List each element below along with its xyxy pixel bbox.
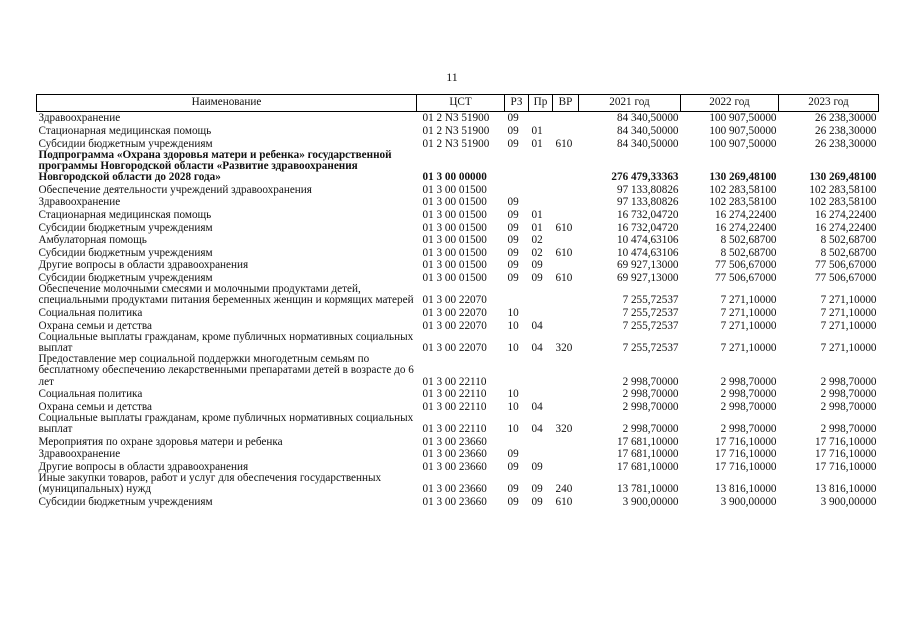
cell-vr [553, 125, 579, 138]
cell-y2022: 77 506,67000 [714, 259, 777, 272]
cell-vr [553, 150, 579, 184]
cell-y2021: 2 998,70000 [622, 375, 679, 388]
cell-cst: 01 3 00 01500 [422, 196, 487, 209]
cell-cst: 01 3 00 22070 [422, 341, 487, 354]
cell-pr: 01 [531, 221, 543, 234]
table-row [37, 209, 879, 222]
cell-y2021: 97 133,80826 [616, 183, 679, 196]
cell-y2022: 13 816,10000 [714, 483, 777, 496]
cell-name: Субсидии бюджетным учреждениям [38, 221, 213, 234]
cell-y2022: 100 907,50000 [709, 137, 777, 150]
cell-name: Социальные выплаты гражданам, кроме публичных нормативных социальных выплат [38, 412, 414, 436]
cell-y2021: 17 681,10000 [616, 448, 679, 461]
cell-y2022: 130 269,48100 [709, 171, 777, 184]
cell-y2022: 7 271,10000 [720, 306, 777, 319]
cell-rz: 09 [507, 112, 519, 125]
cell-name: Амбулаторная помощь [38, 234, 147, 247]
cell-pr [529, 183, 553, 196]
table-row [37, 125, 879, 138]
cell-y2021: 17 681,10000 [616, 435, 679, 448]
cell-y2023: 2 998,70000 [820, 375, 877, 388]
cell-vr [553, 319, 579, 332]
table-row [37, 354, 879, 388]
cell-pr [529, 150, 553, 184]
cell-vr [553, 435, 579, 448]
cell-name: Субсидии бюджетным учреждениям [38, 246, 213, 259]
cell-rz [505, 435, 529, 448]
cell-y2022: 17 716,10000 [714, 448, 777, 461]
cell-cst: 01 3 00 22110 [422, 423, 487, 436]
cell-rz [505, 284, 529, 306]
header-2022: 2022 год [681, 95, 779, 112]
table-row [37, 435, 879, 448]
cell-y2022: 17 716,10000 [714, 460, 777, 473]
cell-y2022: 8 502,68700 [720, 234, 777, 247]
cell-name: Охрана семьи и детства [38, 400, 152, 413]
cell-y2023: 17 716,10000 [814, 448, 877, 461]
cell-y2022: 2 998,70000 [720, 375, 777, 388]
cell-y2023: 26 238,30000 [814, 137, 877, 150]
cell-name: Субсидии бюджетным учреждениям [38, 495, 213, 508]
cell-rz: 10 [507, 388, 519, 401]
cell-y2022: 8 502,68700 [720, 246, 777, 259]
cell-y2022: 2 998,70000 [720, 400, 777, 413]
cell-name: Иные закупки товаров, работ и услуг для обеспечения государственных (муниципальных) нужд [38, 473, 382, 496]
cell-vr [553, 234, 579, 247]
cell-y2021: 84 340,50000 [616, 112, 679, 125]
cell-rz: 09 [507, 448, 519, 461]
cell-rz: 09 [507, 124, 519, 137]
cell-y2022: 77 506,67000 [714, 271, 777, 284]
cell-rz: 09 [507, 196, 519, 209]
cell-y2021: 7 255,72537 [622, 294, 679, 307]
cell-y2023: 2 998,70000 [820, 423, 877, 436]
cell-name: Социальная политика [38, 306, 143, 319]
cell-rz: 09 [507, 246, 519, 259]
cell-y2021: 7 255,72537 [622, 319, 679, 332]
cell-rz: 10 [507, 341, 519, 354]
cell-name: Другие вопросы в области здравоохранения [38, 460, 249, 473]
cell-vr: 610 [555, 495, 573, 508]
cell-pr: 04 [531, 423, 543, 436]
table-row [37, 461, 879, 474]
cell-rz: 09 [507, 483, 519, 496]
cell-rz: 09 [507, 137, 519, 150]
table-body [37, 112, 879, 509]
header-rz: РЗ [505, 95, 529, 112]
header-row [37, 95, 879, 112]
table-row [37, 234, 879, 247]
header-2021: 2021 год [579, 95, 681, 112]
cell-y2022: 102 283,58100 [709, 196, 777, 209]
table-row [37, 137, 879, 150]
header-name: Наименование [37, 95, 417, 112]
cell-vr: 610 [555, 271, 573, 284]
cell-y2021: 84 340,50000 [616, 124, 679, 137]
cell-y2023: 8 502,68700 [820, 234, 877, 247]
table-row [37, 246, 879, 259]
cell-y2021: 2 998,70000 [622, 400, 679, 413]
cell-cst: 01 3 00 23660 [422, 495, 487, 508]
cell-name: Социальные выплаты гражданам, кроме публичных нормативных социальных выплат [38, 331, 414, 354]
cell-rz: 10 [507, 319, 519, 332]
cell-vr: 610 [555, 221, 573, 234]
table-row [37, 332, 879, 354]
table-row [37, 400, 879, 413]
cell-y2023: 16 274,22400 [814, 221, 877, 234]
cell-name: Обеспечение деятельности учреждений здравоохранения [38, 183, 312, 196]
cell-cst: 01 2 N3 51900 [422, 112, 490, 125]
cell-y2023: 130 269,48100 [809, 171, 877, 184]
cell-cst: 01 3 00 01500 [422, 259, 487, 272]
cell-y2021: 2 998,70000 [622, 423, 679, 436]
cell-rz: 10 [507, 306, 519, 319]
cell-y2021: 3 900,00000 [622, 495, 679, 508]
cell-pr: 01 [531, 124, 543, 137]
cell-y2023: 26 238,30000 [814, 112, 877, 125]
table-row [37, 272, 879, 285]
table-row [37, 259, 879, 272]
cell-pr: 09 [531, 259, 543, 272]
cell-pr [529, 196, 553, 209]
cell-name: Здравоохранение [38, 112, 121, 125]
cell-cst: 01 3 00 23660 [422, 435, 487, 448]
cell-pr: 09 [531, 460, 543, 473]
budget-table [36, 94, 879, 508]
cell-cst: 01 3 00 22070 [422, 306, 487, 319]
cell-vr [553, 354, 579, 388]
cell-y2022: 100 907,50000 [709, 124, 777, 137]
table-row [37, 319, 879, 332]
table-row [37, 388, 879, 401]
table-row [37, 284, 879, 306]
header-pr: Пр [529, 95, 553, 112]
cell-y2023: 17 716,10000 [814, 460, 877, 473]
cell-cst: 01 3 00 01500 [422, 271, 487, 284]
cell-pr [529, 435, 553, 448]
cell-pr [529, 354, 553, 388]
cell-pr: 01 [531, 137, 543, 150]
cell-cst: 01 2 N3 51900 [422, 124, 490, 137]
cell-y2022: 17 716,10000 [714, 435, 777, 448]
cell-y2023: 77 506,67000 [814, 271, 877, 284]
cell-vr [553, 388, 579, 401]
cell-y2021: 2 998,70000 [622, 388, 679, 401]
cell-vr [553, 284, 579, 306]
page-number: 11 [446, 70, 458, 84]
cell-name: Предоставление мер социальной поддержки многодетным семьям по бесплатному обеспечению лекарственными препаратами детей в возрасте до 6 лет [38, 354, 414, 388]
cell-pr: 02 [531, 234, 543, 247]
cell-vr [553, 259, 579, 272]
cell-y2021: 17 681,10000 [616, 460, 679, 473]
table-row [37, 112, 879, 125]
cell-vr [553, 400, 579, 413]
cell-cst: 01 3 00 01500 [422, 183, 487, 196]
cell-name: Субсидии бюджетным учреждениям [38, 271, 213, 284]
cell-y2023: 13 816,10000 [814, 483, 877, 496]
cell-cst: 01 3 00 23660 [422, 460, 487, 473]
cell-y2023: 102 283,58100 [809, 196, 877, 209]
cell-pr [529, 307, 553, 320]
cell-pr [529, 284, 553, 306]
cell-y2022: 7 271,10000 [720, 319, 777, 332]
cell-y2021: 7 255,72537 [622, 341, 679, 354]
table-row [37, 183, 879, 196]
cell-name: Субсидии бюджетным учреждениям [38, 137, 213, 150]
cell-cst: 01 3 00 23660 [422, 448, 487, 461]
cell-y2023: 8 502,68700 [820, 246, 877, 259]
cell-y2023: 17 716,10000 [814, 435, 877, 448]
cell-y2021: 69 927,13000 [616, 259, 679, 272]
table-row [37, 196, 879, 209]
cell-name: Мероприятия по охране здоровья матери и ребенка [38, 435, 283, 448]
cell-vr [553, 112, 579, 125]
cell-rz: 09 [507, 221, 519, 234]
cell-y2023: 26 238,30000 [814, 124, 877, 137]
cell-name: Подпрограмма «Охрана здоровья матери и ребенка» государственной программы Новгородской области «Развитие здравоохранения Новгородской области до 2028 года» [38, 149, 392, 184]
cell-vr [553, 183, 579, 196]
cell-rz: 09 [507, 234, 519, 247]
cell-rz: 09 [507, 271, 519, 284]
cell-y2021: 97 133,80826 [616, 196, 679, 209]
cell-pr: 09 [531, 271, 543, 284]
cell-y2022: 3 900,00000 [720, 495, 777, 508]
cell-y2021: 13 781,10000 [616, 483, 679, 496]
cell-y2021: 84 340,50000 [616, 137, 679, 150]
table-row [37, 473, 879, 495]
cell-y2023: 2 998,70000 [820, 400, 877, 413]
cell-y2023: 7 271,10000 [820, 341, 877, 354]
cell-y2021: 10 474,63106 [616, 246, 679, 259]
cell-y2021: 10 474,63106 [616, 234, 679, 247]
cell-vr [553, 307, 579, 320]
cell-pr: 04 [531, 400, 543, 413]
cell-y2023: 7 271,10000 [820, 319, 877, 332]
cell-y2022: 100 907,50000 [709, 112, 777, 125]
cell-cst: 01 2 N3 51900 [422, 137, 490, 150]
cell-cst: 01 3 00 01500 [422, 208, 487, 221]
cell-rz: 09 [507, 460, 519, 473]
cell-y2022: 2 998,70000 [720, 423, 777, 436]
cell-y2023: 16 274,22400 [814, 208, 877, 221]
cell-name: Обеспечение молочными смесями и молочными продуктами детей, специальными продуктами питания беременных женщин и кормящих матерей [38, 284, 414, 307]
cell-y2022: 102 283,58100 [709, 183, 777, 196]
cell-y2022: 16 274,22400 [714, 208, 777, 221]
table-row [37, 221, 879, 234]
cell-cst: 01 3 00 22110 [422, 388, 487, 401]
cell-pr: 01 [531, 208, 543, 221]
cell-rz: 10 [507, 423, 519, 436]
cell-name: Здравоохранение [38, 196, 121, 209]
cell-name: Другие вопросы в области здравоохранения [38, 259, 249, 272]
cell-y2022: 2 998,70000 [720, 388, 777, 401]
cell-cst: 01 3 00 22070 [422, 319, 487, 332]
cell-cst: 01 3 00 00000 [422, 171, 487, 184]
cell-y2023: 3 900,00000 [820, 495, 877, 508]
cell-cst: 01 3 00 01500 [422, 246, 487, 259]
cell-vr [553, 209, 579, 222]
cell-rz: 10 [507, 400, 519, 413]
cell-vr: 320 [555, 423, 573, 436]
cell-cst: 01 3 00 22070 [422, 294, 487, 307]
cell-pr: 09 [531, 483, 543, 496]
cell-vr [553, 448, 579, 461]
cell-pr: 04 [531, 341, 543, 354]
cell-y2021: 16 732,04720 [616, 221, 679, 234]
cell-y2023: 2 998,70000 [820, 388, 877, 401]
table-row [37, 150, 879, 184]
cell-cst: 01 3 00 22110 [422, 375, 487, 388]
table-row [37, 307, 879, 320]
cell-rz [505, 354, 529, 388]
cell-cst: 01 3 00 23660 [422, 483, 487, 496]
cell-pr: 04 [531, 319, 543, 332]
cell-y2021: 16 732,04720 [616, 208, 679, 221]
cell-name: Здравоохранение [38, 448, 121, 461]
cell-y2023: 7 271,10000 [820, 306, 877, 319]
cell-rz: 09 [507, 208, 519, 221]
cell-vr: 320 [555, 341, 573, 354]
cell-name: Охрана семьи и детства [38, 319, 152, 332]
table-row [37, 496, 879, 509]
cell-pr [529, 112, 553, 125]
cell-y2023: 102 283,58100 [809, 183, 877, 196]
cell-y2022: 7 271,10000 [720, 294, 777, 307]
header-2023: 2023 год [779, 95, 879, 112]
cell-rz [505, 183, 529, 196]
cell-cst: 01 3 00 22110 [422, 400, 487, 413]
cell-y2021: 69 927,13000 [616, 271, 679, 284]
cell-name: Социальная политика [38, 388, 143, 401]
cell-rz: 09 [507, 259, 519, 272]
cell-vr [553, 461, 579, 474]
cell-name: Стационарная медицинская помощь [38, 124, 212, 137]
table-row [37, 448, 879, 461]
cell-y2022: 16 274,22400 [714, 221, 777, 234]
cell-vr: 240 [555, 483, 573, 496]
cell-pr: 02 [531, 246, 543, 259]
cell-rz: 09 [507, 495, 519, 508]
table-row [37, 413, 879, 435]
cell-cst: 01 3 00 01500 [422, 234, 487, 247]
cell-y2023: 77 506,67000 [814, 259, 877, 272]
cell-y2023: 7 271,10000 [820, 294, 877, 307]
cell-pr: 09 [531, 495, 543, 508]
cell-y2021: 7 255,72537 [622, 306, 679, 319]
header-cst: ЦСТ [417, 95, 505, 112]
cell-cst: 01 3 00 01500 [422, 221, 487, 234]
cell-vr: 610 [555, 246, 573, 259]
cell-rz [505, 150, 529, 184]
cell-vr [553, 196, 579, 209]
cell-name: Стационарная медицинская помощь [38, 208, 212, 221]
cell-pr [529, 388, 553, 401]
cell-pr [529, 448, 553, 461]
header-vr: ВР [553, 95, 579, 112]
cell-y2021: 276 479,33363 [611, 171, 679, 184]
cell-vr: 610 [555, 137, 573, 150]
cell-y2022: 7 271,10000 [720, 341, 777, 354]
